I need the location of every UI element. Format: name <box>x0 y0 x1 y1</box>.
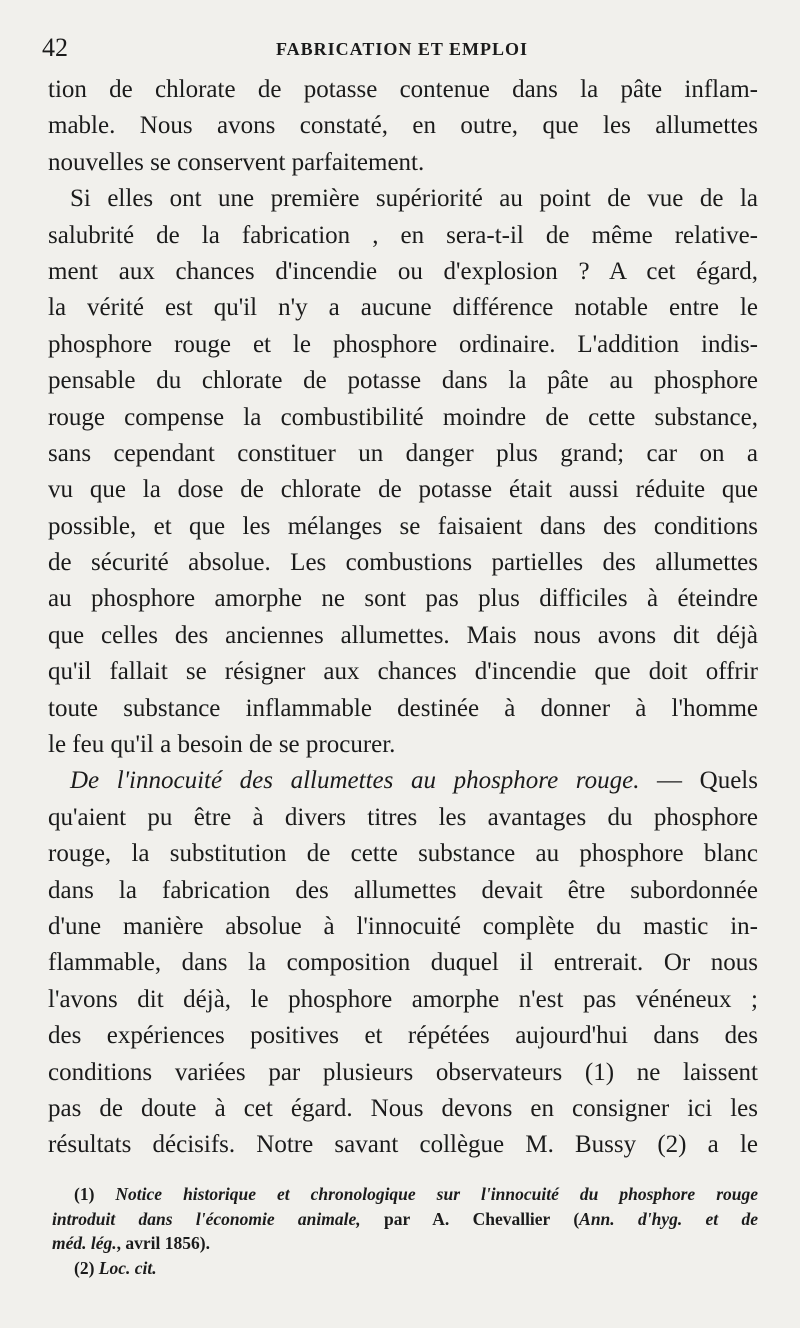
text-line: l'avons dit déjà, le phosphore amorphe n'est pas vénéneux ; <box>48 985 758 1013</box>
footnote-text: méd. lég. <box>52 1233 117 1253</box>
footnote-1-cont <box>52 1207 758 1232</box>
text-line: flammable, dans la composition duquel il entrerait. Or nous <box>48 949 758 977</box>
footnote-text: Ann. d'hyg. et de <box>579 1208 758 1229</box>
footnote-text: introduit dans l'économie animale, <box>52 1208 361 1229</box>
footnote-text: Notice historique et chronologique sur l'innocuité du phosphore rouge <box>115 1184 759 1204</box>
text-line: nouvelles se conservent parfaitement. <box>48 148 425 176</box>
text-line: d'une manière absolue à l'innocuité complète du mastic in- <box>48 912 758 940</box>
text-line: salubrité de la fabrication , en sera-t-il de même relative- <box>48 221 758 249</box>
text-line: tion de chlorate de potasse contenue dans la pâte inflam- <box>48 76 758 103</box>
footnotes <box>52 1182 758 1280</box>
text-line: ment aux chances d'incendie ou d'explosion ? A cet égard, <box>48 257 758 285</box>
paragraph-start-line: Si elles ont une première supériorité au point de vue de la <box>70 185 758 213</box>
body-text <box>48 72 758 1164</box>
footnote-1 <box>52 1182 758 1207</box>
footnote-marker: (2) <box>74 1257 99 1278</box>
page-number: 42 <box>42 33 68 62</box>
text-line: rouge compense la combustibilité moindre de cette substance, <box>48 403 758 431</box>
text-line: conditions variées par plusieurs observateurs (1) ne laissent <box>48 1058 758 1086</box>
text-line: rouge, la substitution de cette substance au phosphore blanc <box>48 840 758 868</box>
text-line: de sécurité absolue. Les combustions partielles des allumettes <box>48 549 758 577</box>
text-line: qu'aient pu être à divers titres les avantages du phosphore <box>48 803 758 831</box>
footnote-text: Loc. cit. <box>98 1257 157 1278</box>
text-line: le feu qu'il a besoin de se procurer. <box>48 731 396 759</box>
section-heading: De l'innocuité des allumettes au phosphore rouge. <box>70 767 640 795</box>
text-line: qu'il fallait se résigner aux chances d'incendie que doit offrir <box>48 658 758 686</box>
section-heading-continuation: — Quels <box>639 767 758 795</box>
page-header <box>42 33 762 63</box>
text-line: que celles des anciennes allumettes. Mais nous avons dit déjà <box>48 621 758 649</box>
footnote-text: , avril 1856). <box>116 1233 210 1253</box>
footnote-marker: (1) <box>74 1184 116 1204</box>
footnote-1-end <box>52 1231 758 1256</box>
text-line: au phosphore amorphe ne sont pas plus difficiles à éteindre <box>48 585 758 613</box>
footnote-2 <box>52 1256 758 1281</box>
text-line: des expériences positives et répétées aujourd'hui dans des <box>48 1022 758 1050</box>
text-line: vu que la dose de chlorate de potasse était aussi réduite que <box>48 476 758 504</box>
text-line: toute substance inflammable destinée à donner à l'homme <box>48 694 758 722</box>
text-line: phosphore rouge et le phosphore ordinaire. L'addition indis- <box>48 330 758 358</box>
section-heading-line <box>48 763 758 799</box>
text-line: dans la fabrication des allumettes devait être subordonnée <box>48 876 758 904</box>
text-line: pas de doute à cet égard. Nous devons en consigner ici les <box>48 1094 758 1122</box>
footnote-text: par A. Chevallier ( <box>360 1208 580 1229</box>
text-line: la vérité est qu'il n'y a aucune différence notable entre le <box>48 294 758 322</box>
text-line: sans cependant constituer un danger plus grand; car on a <box>48 439 758 467</box>
text-line: résultats décisifs. Notre savant collègue M. Bussy (2) a le <box>48 1131 758 1159</box>
text-line: possible, et que les mélanges se faisaient dans des conditions <box>48 512 758 540</box>
text-line: pensable du chlorate de potasse dans la pâte au phosphore <box>48 367 758 395</box>
text-line: mable. Nous avons constaté, en outre, que les allumettes <box>48 112 758 140</box>
running-title: FABRICATION ET EMPLOI <box>275 39 529 59</box>
